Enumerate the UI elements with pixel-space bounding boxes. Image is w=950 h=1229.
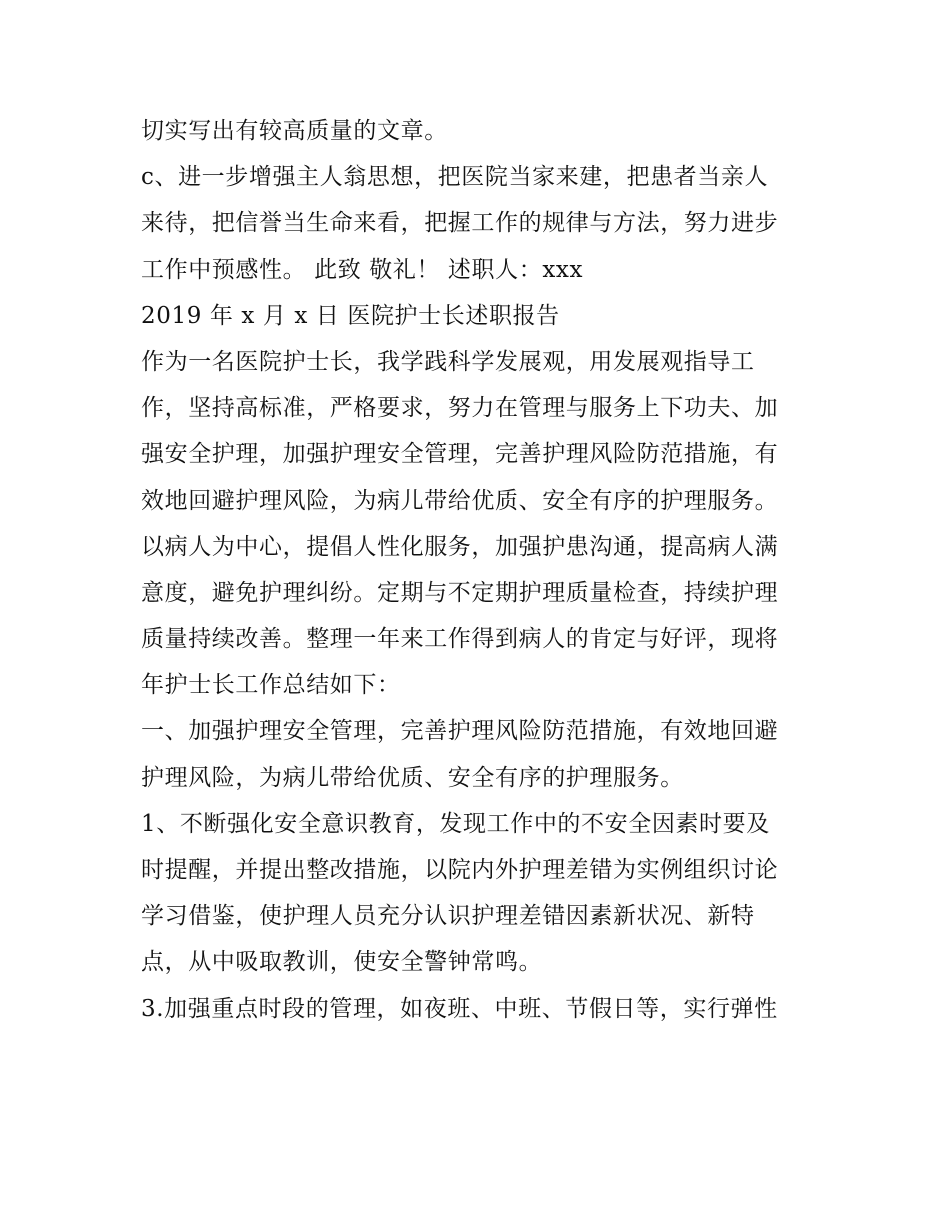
text-line: 时提醒，并提出整改措施，以院内外护理差错为实例组织讨论 <box>141 857 779 883</box>
text-line: 意度，避免护理纠纷。定期与不定期护理质量检查，持续护理 <box>141 579 779 606</box>
text-line: c、进一步增强主人翁思想，把医院当家来建，把患者当亲人 <box>141 164 769 191</box>
text-line: 效地回避护理风险，为病儿带给优质、安全有序的护理服务。 <box>141 487 779 514</box>
text-line: 护理风险，为病儿带给优质、安全有序的护理服务。 <box>141 764 684 791</box>
text-line: 质量持续改善。整理一年来工作得到病人的肯定与好评，现将 <box>141 626 779 653</box>
text-line: 工作中预感性。 此致 敬礼！ 述职人：xxx <box>141 256 584 283</box>
text-line: 作为一名医院护士长，我学践科学发展观，用发展观指导工 <box>141 348 755 375</box>
text-line: 点，从中吸取教训，使安全警钟常鸣。 <box>141 949 543 976</box>
text-line: 来待，把信誉当生命来看，把握工作的规律与方法，努力进步 <box>141 210 779 237</box>
text-line: 强安全护理，加强护理安全管理，完善护理风险防范措施，有 <box>141 441 779 468</box>
text-line: 年护士长工作总结如下： <box>141 672 401 699</box>
section-heading-line: 一、加强护理安全管理，完善护理风险防范措施，有效地回避 <box>141 718 779 745</box>
report-title-line: 2019 年 x 月 x 日 医院护士长述职报告 <box>141 302 560 329</box>
text-line: 切实写出有较高质量的文章。 <box>141 118 448 144</box>
list-item-line: 1、不断强化安全意识教育，发现工作中的不安全因素时要及 <box>141 810 770 837</box>
text-line: 以病人为中心，提倡人性化服务，加强护患沟通，提高病人满 <box>141 533 779 560</box>
text-line: 学习借鉴，使护理人员充分认识护理差错因素新状况、新特 <box>141 903 755 930</box>
list-item-line: 3.加强重点时段的管理，如夜班、中班、节假日等，实行弹性 <box>141 995 778 1022</box>
text-line: 作，坚持高标准，严格要求，努力在管理与服务上下功夫、加 <box>141 395 779 422</box>
